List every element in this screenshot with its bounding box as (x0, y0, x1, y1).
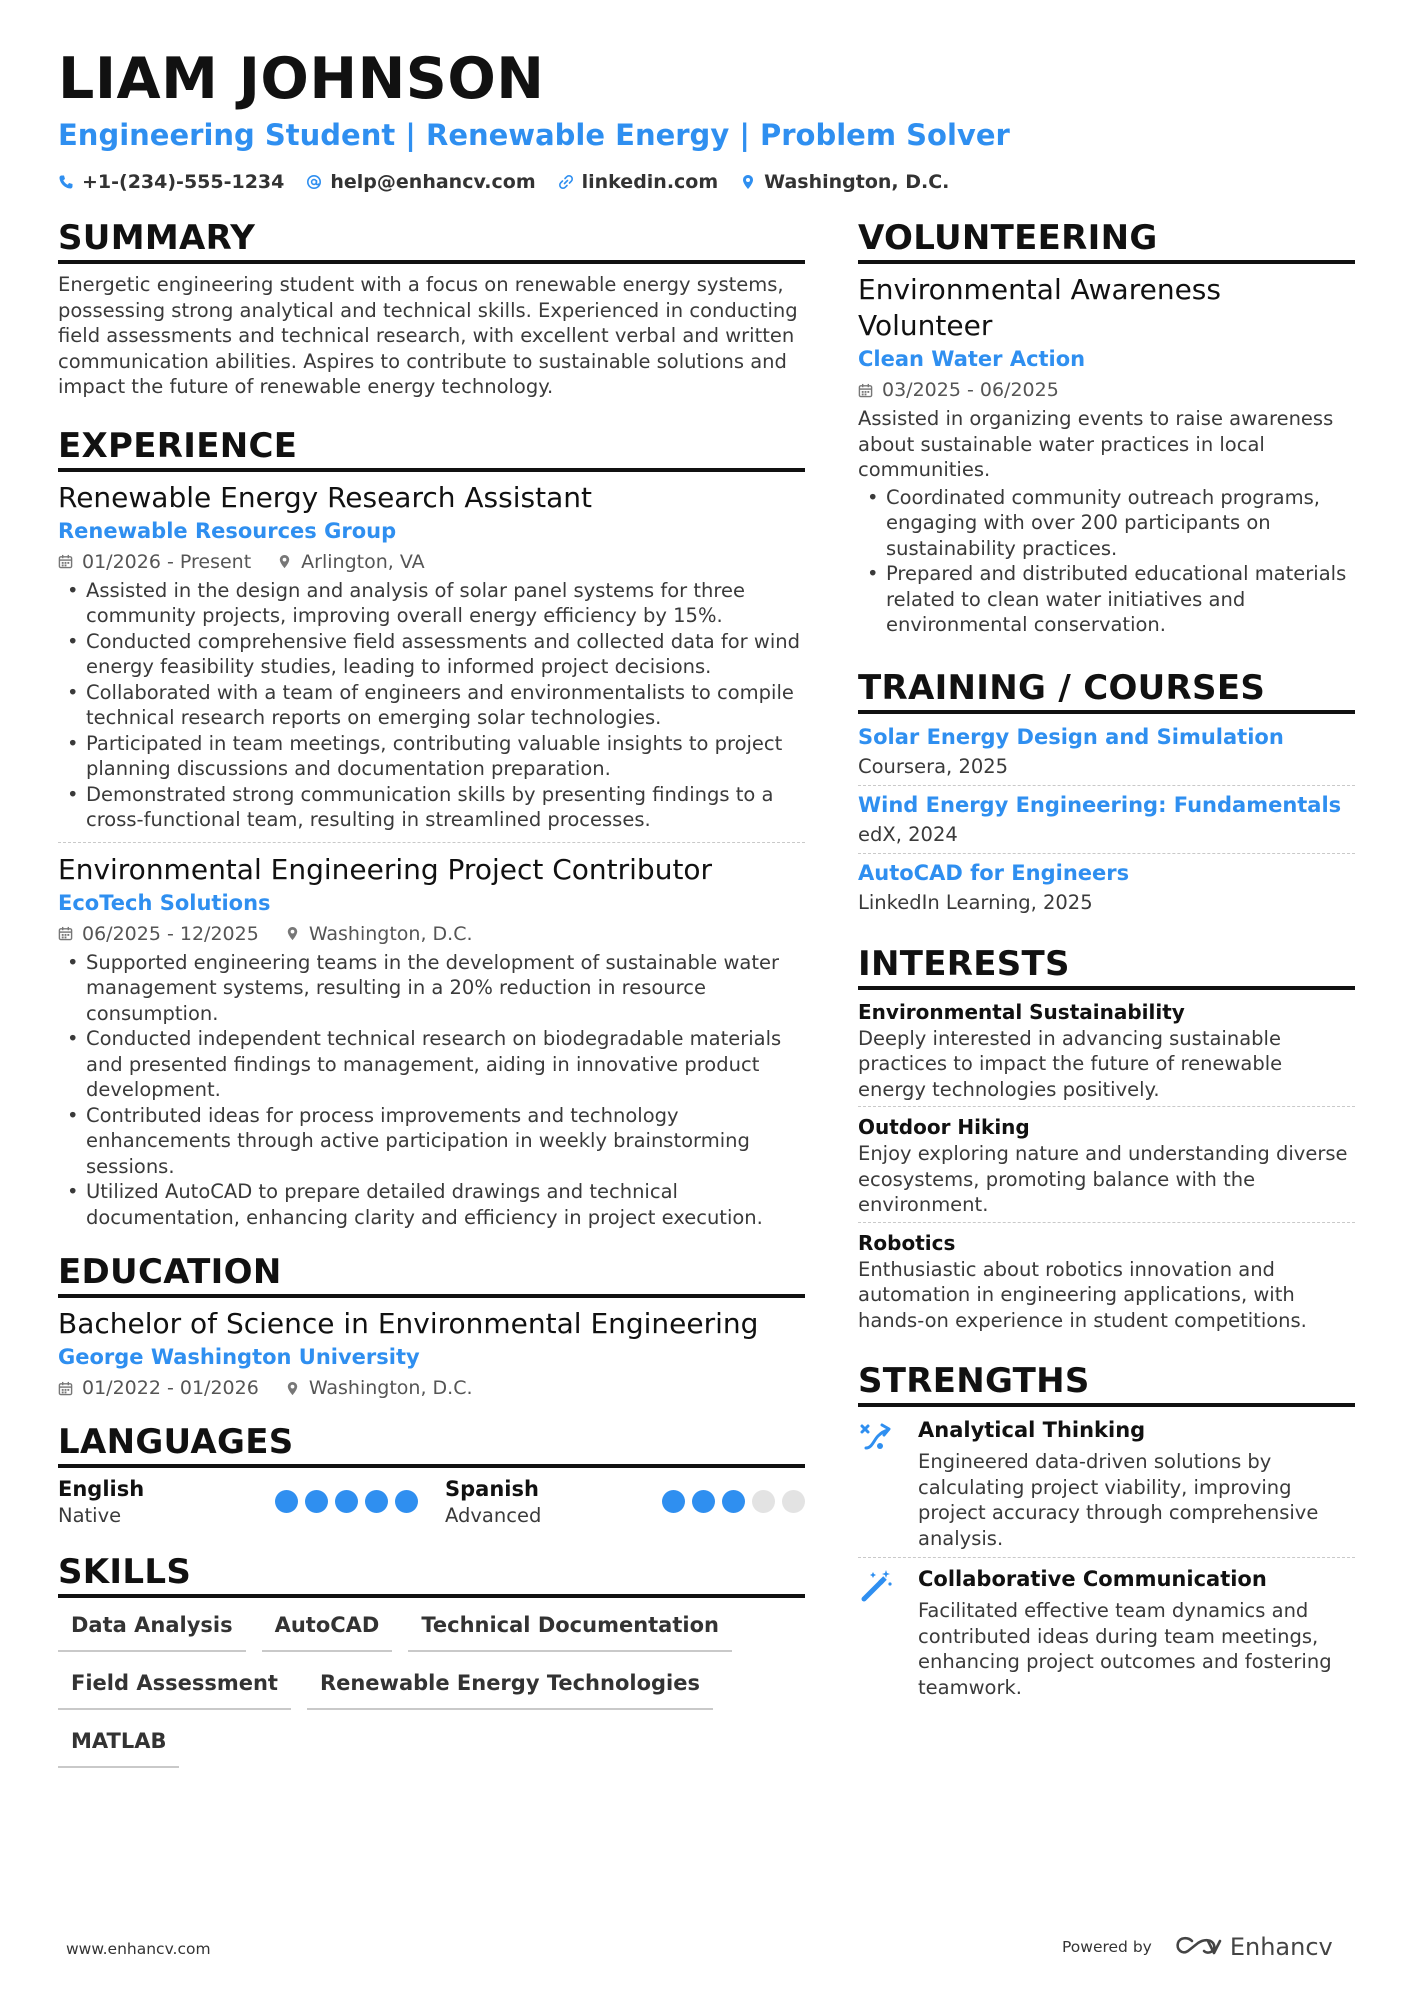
at-icon (306, 174, 322, 190)
calendar-icon (58, 1381, 73, 1396)
interest-item (858, 1113, 1355, 1218)
interest-title: Environmental Sustainability (858, 999, 1185, 1024)
calendar-icon (858, 383, 873, 398)
link-icon (558, 174, 574, 190)
job-bullets (58, 578, 805, 833)
bullet-item: • Collaborated with a team of engineers and environmentalists to compile technical research reports on emerging solar technologies. (58, 680, 805, 731)
candidate-tagline: Engineering Student | Renewable Energy | Problem Solver (58, 118, 1010, 152)
volunteer-org: Clean Water Action (858, 347, 1086, 371)
education-location (285, 1374, 473, 1402)
phone-icon (58, 174, 74, 190)
enhancv-logo-icon (1174, 1935, 1222, 1959)
bullet-item: • Coordinated community outreach programs, engaging with over 200 participants on sustainability practices. (858, 485, 1355, 562)
bullet-item: • Contributed ideas for process improvements and technology enhancements through active participation in weekly brainstorming sessions. (58, 1103, 805, 1180)
job-meta (58, 920, 805, 948)
strengths-section (858, 1361, 1355, 1700)
job-dates-text: 01/2026 - Present (82, 550, 252, 573)
strength-item (858, 1564, 1355, 1700)
job-location-text: Washington, D.C. (308, 922, 473, 945)
experience-section (58, 426, 805, 1231)
calendar-icon (58, 926, 73, 941)
interest-text: Deeply interested in advancing sustainable practices to impact the future of renewable energy technologies positively. (858, 1026, 1283, 1101)
job-title: Environmental Engineering Project Contributor (58, 852, 713, 886)
bullet-item: • Conducted comprehensive field assessments and collected data for wind energy feasibility studies, leading to informed project decisions. (58, 629, 805, 680)
course-item (858, 858, 1355, 918)
course-provider: LinkedIn Learning, 2025 (858, 890, 1093, 914)
footer-website[interactable]: www.enhancv.com (66, 1940, 211, 1958)
skill-tag: Technical Documentation (408, 1608, 732, 1652)
skills-list (58, 1608, 805, 1768)
left-column (58, 218, 805, 1794)
skills-heading: SKILLS (58, 1552, 805, 1598)
calendar-icon (58, 554, 73, 569)
bullet-item: • Demonstrated strong communication skills by presenting findings to a cross-functional team, resulting in streamlined processes. (58, 782, 805, 833)
interest-text: Enjoy exploring nature and understanding diverse ecosystems, promoting balance with the environment. (858, 1142, 1348, 1216)
language-rating (275, 1490, 418, 1513)
interest-item (858, 998, 1355, 1103)
magic-wand-icon (858, 1567, 894, 1603)
rating-dot-empty (752, 1490, 775, 1513)
languages-list (58, 1476, 805, 1530)
school-name: George Washington University (58, 1345, 420, 1369)
contact-location (740, 169, 949, 195)
volunteer-bullets (858, 485, 1355, 638)
summary-text: Energetic engineering student with a focus on renewable energy systems, possessing strong analytical and technical skills. Experienced in conducting field assessments and technical research, with excellent verbal and written communication abilities. Aspires to contribute to sustainable solutions and impact the future of renewable energy technology. (58, 273, 798, 398)
experience-entry (58, 852, 805, 1231)
languages-heading: LANGUAGES (58, 1422, 805, 1468)
footer-branding (1062, 1933, 1333, 1961)
job-dates-text: 06/2025 - 12/2025 (82, 922, 259, 945)
course-item (858, 790, 1355, 850)
experience-heading: EXPERIENCE (58, 426, 805, 472)
entry-divider (858, 853, 1355, 854)
job-location-text: Arlington, VA (301, 550, 425, 573)
degree-title: Bachelor of Science in Environmental Engineering (58, 1307, 759, 1340)
job-dates (58, 548, 251, 576)
language-name: Spanish (445, 1477, 539, 1501)
strength-text: Engineered data-driven solutions by calculating project viability, improving project accuracy through comprehensive analysis. (918, 1450, 1319, 1550)
training-section (858, 668, 1355, 918)
entry-divider (858, 785, 1355, 786)
bullet-item: • Prepared and distributed educational materials related to clean water initiatives and environmental conservation. (858, 561, 1355, 638)
job-location (285, 920, 473, 948)
language-rating (662, 1490, 805, 1513)
location-pin-icon (285, 1381, 300, 1396)
course-item (858, 722, 1355, 782)
phone-text: +1-(234)-555-1234 (82, 171, 285, 193)
strength-text: Facilitated effective team dynamics and contributed ideas during team meetings, enhancing project outcomes and fostering teamwork. (918, 1599, 1332, 1699)
rating-dot-filled (395, 1490, 418, 1513)
skill-tag: Data Analysis (58, 1608, 246, 1652)
course-provider: edX, 2024 (858, 822, 958, 846)
education-dates (58, 1374, 259, 1402)
training-heading: TRAINING / COURSES (858, 668, 1355, 714)
volunteer-role: Environmental Awareness Volunteer (858, 273, 1221, 342)
contact-phone[interactable] (58, 169, 284, 195)
entry-divider (58, 842, 805, 843)
location-pin-icon (277, 554, 292, 569)
skill-tag: Field Assessment (58, 1666, 291, 1710)
rating-dot-empty (782, 1490, 805, 1513)
location-text: Washington, D.C. (764, 171, 950, 193)
contact-email[interactable] (306, 169, 535, 195)
education-heading: EDUCATION (58, 1252, 805, 1298)
summary-heading: SUMMARY (58, 218, 805, 264)
skill-tag: AutoCAD (262, 1608, 393, 1652)
course-title: Solar Energy Design and Simulation (858, 724, 1284, 749)
course-title: AutoCAD for Engineers (858, 860, 1130, 885)
email-text: help@enhancv.com (330, 171, 536, 193)
job-meta (58, 548, 805, 576)
brand-name: Enhancv (1229, 1933, 1333, 1961)
rating-dot-filled (335, 1490, 358, 1513)
course-provider: Coursera, 2025 (858, 754, 1009, 778)
strengths-heading: STRENGTHS (858, 1361, 1355, 1407)
interests-heading: INTERESTS (858, 944, 1355, 990)
interest-title: Robotics (858, 1230, 956, 1255)
strength-item (858, 1415, 1355, 1551)
volunteering-section (858, 218, 1355, 638)
language-item (445, 1476, 805, 1530)
interest-title: Outdoor Hiking (858, 1115, 1030, 1139)
job-dates (58, 920, 259, 948)
language-item (58, 1476, 418, 1530)
bullet-item: • Participated in team meetings, contributing valuable insights to project planning discussions and documentation preparation. (58, 731, 805, 782)
powered-by-text: Powered by (1062, 1938, 1152, 1956)
skills-section (58, 1552, 805, 1768)
languages-section (58, 1422, 805, 1530)
skill-tag: MATLAB (58, 1724, 179, 1768)
location-pin-icon (285, 926, 300, 941)
volunteer-dates-text: 03/2025 - 06/2025 (882, 379, 1059, 401)
bullet-item: • Conducted independent technical research on biodegradable materials and presented findings to management, aiding in innovative product development. (58, 1026, 805, 1103)
company-name: Renewable Resources Group (58, 518, 397, 543)
language-name: English (58, 1477, 145, 1501)
company-name: EcoTech Solutions (58, 890, 271, 915)
language-level: Advanced (445, 1504, 542, 1527)
bullet-item: • Utilized AutoCAD to prepare detailed drawings and technical documentation, enhancing clarity and efficiency in project execution. (58, 1179, 805, 1230)
strength-title: Analytical Thinking (918, 1418, 1146, 1442)
education-dates-text: 01/2022 - 01/2026 (82, 1377, 259, 1399)
volunteer-dates (858, 376, 1059, 404)
job-title: Renewable Energy Research Assistant (58, 480, 592, 514)
strategy-icon (858, 1418, 894, 1454)
rating-dot-filled (365, 1490, 388, 1513)
education-location-text: Washington, D.C. (308, 1377, 473, 1399)
volunteering-heading: VOLUNTEERING (858, 218, 1355, 264)
job-bullets (58, 950, 805, 1231)
interest-text: Enthusiastic about robotics innovation and automation in engineering applications, with hands-on experience in student competitions. (858, 1257, 1307, 1332)
experience-entry (58, 480, 805, 833)
summary-section (58, 218, 805, 400)
rating-dot-filled (662, 1490, 685, 1513)
volunteer-meta (858, 376, 1355, 404)
rating-dot-filled (275, 1490, 298, 1513)
candidate-name: LIAM JOHNSON (58, 46, 545, 112)
enhancv-logo[interactable] (1174, 1933, 1333, 1961)
interest-item (858, 1229, 1355, 1334)
contact-bar (58, 169, 949, 195)
location-pin-icon (740, 174, 756, 190)
interests-section (858, 944, 1355, 1334)
job-location (277, 548, 424, 576)
entry-divider (858, 1222, 1355, 1223)
link-text: linkedin.com (581, 171, 719, 193)
education-meta (58, 1374, 805, 1402)
skill-tag: Renewable Energy Technologies (307, 1666, 713, 1710)
rating-dot-filled (692, 1490, 715, 1513)
language-level: Native (58, 1504, 122, 1527)
volunteer-description: Assisted in organizing events to raise awareness about sustainable water practices in local communities. (858, 407, 1334, 481)
entry-divider (858, 1106, 1355, 1107)
bullet-item: • Supported engineering teams in the development of sustainable water management systems, resulting in a 20% reduction in resource consumption. (58, 950, 805, 1027)
course-title: Wind Energy Engineering: Fundamentals (858, 792, 1342, 817)
contact-link[interactable] (558, 169, 719, 195)
bullet-item: • Assisted in the design and analysis of solar panel systems for three community projects, improving overall energy efficiency by 15%. (58, 578, 805, 629)
entry-divider (858, 1557, 1355, 1558)
strength-title: Collaborative Communication (918, 1567, 1267, 1591)
rating-dot-filled (305, 1490, 328, 1513)
right-column (858, 218, 1355, 1726)
education-section (58, 1252, 805, 1402)
rating-dot-filled (722, 1490, 745, 1513)
